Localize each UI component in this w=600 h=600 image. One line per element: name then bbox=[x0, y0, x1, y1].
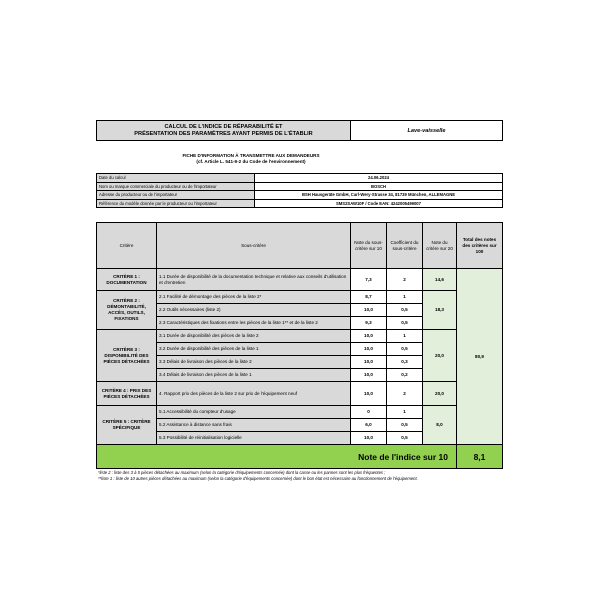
criterion-name: CRITÈRE 5 : CRITÈRE SPÉCIFIQUE bbox=[97, 406, 157, 445]
sub-criterion-score: 8,7 bbox=[351, 291, 387, 304]
sub-criterion-score: 10,0 bbox=[351, 369, 387, 382]
criterion-score-20: 20,0 bbox=[423, 382, 457, 406]
table-row bbox=[97, 406, 503, 419]
final-index-label: Note de l'indice sur 10 bbox=[97, 445, 457, 469]
info-label: Nom ou marque commerciale du producteur ou de l'importateur bbox=[97, 182, 255, 191]
table-row bbox=[97, 382, 503, 406]
criterion-score-20: 20,0 bbox=[423, 330, 457, 382]
col-sous-critere: Sous-critère bbox=[157, 223, 351, 269]
footnote-list1: **liste 1 : liste de 10 autres pièces détachées au maximum (selon la catégorie d'équipements concernée) dont le bon état est nécessaire au fonctionnement de l'équipement. bbox=[98, 476, 418, 482]
table-row bbox=[97, 330, 503, 343]
table-row bbox=[97, 269, 503, 291]
fiche-line2: (cf. Article L. 541-9-2 du Code de l'environnement) bbox=[196, 159, 306, 164]
sub-criterion-coefficient: 2 bbox=[387, 382, 423, 406]
header-box bbox=[96, 120, 503, 141]
sub-criterion-score: 6,0 bbox=[351, 419, 387, 432]
info-row bbox=[97, 174, 503, 183]
info-value: SMS2SAW10F / Code EAN: 4242005499007 bbox=[255, 199, 503, 208]
col-coef: Coefficient du sous-critère bbox=[387, 223, 423, 269]
sub-criterion-label: 1.1 Durée de disponibilité de la documentation technique et relative aux conseils d'utilisation et d'entretien bbox=[157, 269, 351, 291]
sub-criterion-label: 5.2 Assistance à distance sans frais bbox=[157, 419, 351, 432]
header-title-line2: PRÉSENTATION DES PARAMÈTRES AYANT PERMIS DE L'ÉTABLIR bbox=[134, 130, 313, 137]
sub-criterion-score: 9,3 bbox=[351, 317, 387, 330]
sub-criterion-label: 3.1 Durée de disponibilité des pièces de la liste 2 bbox=[157, 330, 351, 343]
sub-criterion-coefficient: 1 bbox=[387, 291, 423, 304]
criterion-name: CRITÈRE 2 : DÉMONTABILITÉ, ACCÈS, OUTILS, FIXATIONS bbox=[97, 291, 157, 330]
sub-criterion-label: 3.2 Durée de disponibilité des pièces de la liste 1 bbox=[157, 343, 351, 356]
sub-criterion-score: 10,0 bbox=[351, 356, 387, 369]
criterion-score-20: 8,0 bbox=[423, 406, 457, 445]
col-note-sous: Note du sous-critère sur 10 bbox=[351, 223, 387, 269]
sub-criterion-label: 4. Rapport prix des pièces de la liste 2 sur prix de l'équipement neuf bbox=[157, 382, 351, 406]
criterion-name: CRITÈRE 3 : DISPONIBILITÉ DES PIÈCES DÉTACHÉES bbox=[97, 330, 157, 382]
final-index-value: 8,1 bbox=[457, 445, 503, 469]
info-row bbox=[97, 182, 503, 191]
sub-criterion-label: 3.4 Délais de livraison des pièces de la liste 1 bbox=[157, 369, 351, 382]
info-label: Adresse du producteur ou de l'importateur bbox=[97, 191, 255, 200]
criterion-score-20: 18,3 bbox=[423, 291, 457, 330]
sub-criterion-label: 5.1 Accessibilité du compteur d'usage bbox=[157, 406, 351, 419]
sub-criterion-score: 10,0 bbox=[351, 432, 387, 445]
footnote-list2: *liste 2 : liste des 3 à 5 pièces détachées au maximum (selon la catégorie d'équipements concernée) dont la casse ou les pannes sont les plus fréquentes ; bbox=[98, 470, 386, 475]
criterion-score-20: 14,6 bbox=[423, 269, 457, 291]
info-row bbox=[97, 199, 503, 208]
total-score-100: 80,9 bbox=[457, 269, 503, 445]
info-value: BOSCH bbox=[255, 182, 503, 191]
sub-criterion-label: 5.3 Possibilité de réinitialisation logicielle bbox=[157, 432, 351, 445]
product-type: Lave-vaisselle bbox=[351, 121, 503, 141]
sub-criterion-score: 10,0 bbox=[351, 304, 387, 317]
sub-criterion-label: 3.3 Délais de livraison des pièces de la liste 2 bbox=[157, 356, 351, 369]
sub-criterion-score: 7,3 bbox=[351, 269, 387, 291]
sub-criterion-score: 10,0 bbox=[351, 382, 387, 406]
sub-criterion-coefficient: 0,2 bbox=[387, 369, 423, 382]
sub-criterion-coefficient: 0,3 bbox=[387, 356, 423, 369]
info-table bbox=[96, 173, 503, 208]
info-value: 24.06.2024 bbox=[255, 174, 503, 183]
info-label: Date du calcul bbox=[97, 174, 255, 183]
fiche-heading bbox=[96, 153, 406, 165]
criterion-name: CRITÈRE 4 : PRIX DES PIÈCES DÉTACHÉES bbox=[97, 382, 157, 406]
sub-criterion-coefficient: 1 bbox=[387, 406, 423, 419]
sub-criterion-coefficient: 0,5 bbox=[387, 432, 423, 445]
sub-criterion-score: 10,0 bbox=[351, 330, 387, 343]
header-title bbox=[97, 121, 351, 141]
sub-criterion-label: 2.1 Facilité de démontage des pièces de la liste 2* bbox=[157, 291, 351, 304]
sub-criterion-coefficient: 0,5 bbox=[387, 343, 423, 356]
sub-criterion-score: 10,0 bbox=[351, 343, 387, 356]
repairability-table bbox=[96, 222, 503, 469]
col-total: Total des notes des critères sur 100 bbox=[457, 223, 503, 269]
footnotes bbox=[98, 470, 508, 482]
info-value: BSH Hausgeräte GmbH, Carl-Wery-Strasse 34, 81739 München, ALLEMAGNE bbox=[255, 191, 503, 200]
table-row bbox=[97, 291, 503, 304]
info-label: Référence du modèle donnée par le producteur ou l'importateur bbox=[97, 199, 255, 208]
sub-criterion-score: 0 bbox=[351, 406, 387, 419]
fiche-line1: FICHE D'INFORMATION À TRANSMETTRE AUX DEMANDEURS bbox=[182, 153, 320, 158]
criterion-name: CRITÈRE 1 : DOCUMENTATION bbox=[97, 269, 157, 291]
sub-criterion-coefficient: 0,5 bbox=[387, 419, 423, 432]
sub-criterion-label: 2.2 Outils nécessaires (liste 2) bbox=[157, 304, 351, 317]
sub-criterion-label: 2.3 Caractéristiques des fixations entre les pièces de la liste 1** et de la liste 2 bbox=[157, 317, 351, 330]
col-note20: Note du critère sur 20 bbox=[423, 223, 457, 269]
sub-criterion-coefficient: 0,5 bbox=[387, 317, 423, 330]
sub-criterion-coefficient: 1 bbox=[387, 330, 423, 343]
sub-criterion-coefficient: 0,5 bbox=[387, 304, 423, 317]
sub-criterion-coefficient: 2 bbox=[387, 269, 423, 291]
table-header-row bbox=[97, 223, 503, 269]
info-row bbox=[97, 191, 503, 200]
final-row bbox=[97, 445, 503, 469]
col-critere: Critère bbox=[97, 223, 157, 269]
header-title-line1: CALCUL DE L'INDICE DE RÉPARABILITÉ ET bbox=[164, 123, 283, 130]
